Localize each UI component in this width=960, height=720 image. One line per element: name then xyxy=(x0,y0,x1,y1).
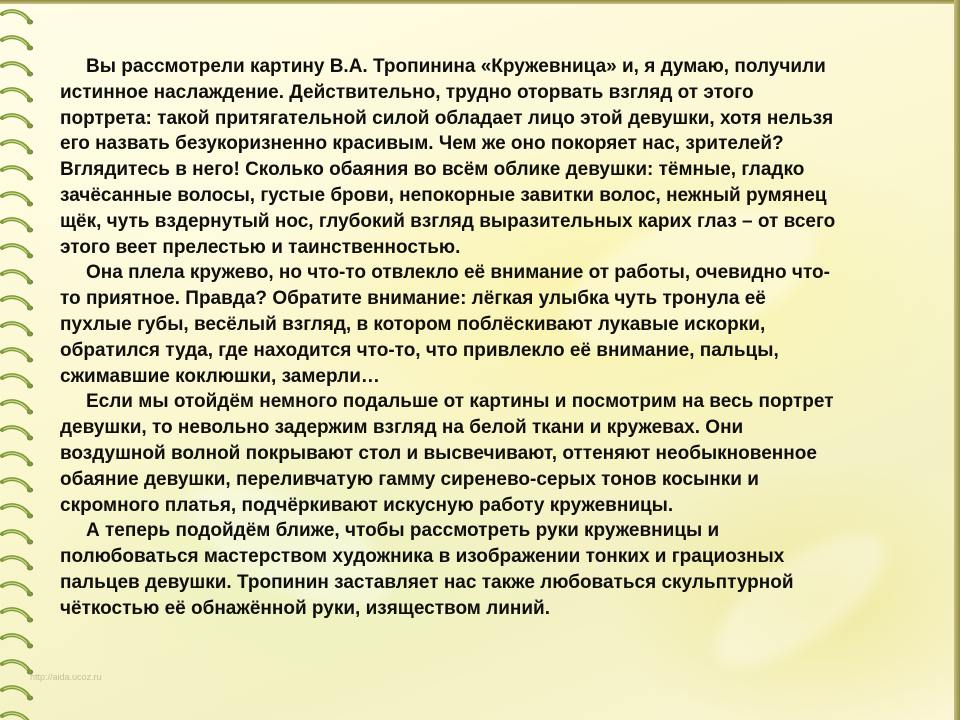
frame-right-edge xyxy=(954,0,960,720)
binding-ring xyxy=(2,609,30,620)
binding-ring xyxy=(2,453,30,464)
paragraph-3: Если мы отойдём немного подальше от картины и посмотрим на весь портрет девушки, то невольно задержим взгляд на белой ткани и кружевах. Они воздушной волной покрывают стол и высвечивают, оттеняют необыкновенное обаяние девушки, переливчатую гамму сиренево-серых тонов косынки и скромного платья, подчёркивают искусную работу кружевницы. xyxy=(60,391,834,516)
paragraph-2: Она плела кружево, но что-то отвлекло её внимание от работы, очевидно что- то приятное. Правда? Обратите внимание: лёгкая улыбка чуть тронула её пухлые губы, весёлый взгляд, в котором поблёскивают лукавые искорки, обратился туда, где находится что-то, что привлекло её внимание, пальцы, сжимавшие коклюшки, замерли… xyxy=(60,262,830,387)
slide-text xyxy=(60,54,872,622)
binding-ring xyxy=(2,219,30,230)
binding-ring xyxy=(2,557,30,568)
spiral-binding-icon xyxy=(0,0,44,720)
binding-ring xyxy=(2,661,30,672)
binding-ring xyxy=(2,323,30,334)
binding-ring xyxy=(2,401,30,412)
binding-ring xyxy=(2,479,30,490)
binding-ring xyxy=(2,245,30,256)
binding-ring xyxy=(2,11,30,22)
binding-ring xyxy=(2,37,30,48)
binding-ring xyxy=(2,167,30,178)
binding-ring xyxy=(2,531,30,542)
binding-ring xyxy=(2,375,30,386)
binding-ring xyxy=(2,115,30,126)
watermark: http://aida.ucoz.ru xyxy=(30,672,102,682)
paragraph-4: А теперь подойдём ближе, чтобы рассмотреть руки кружевницы и полюбоваться мастерством художника в изображении тонких и грациозных пальцев девушки. Тропинин заставляет нас также любоваться скульптурной чёткостью её обнажённой руки, изяществом линий. xyxy=(60,520,794,619)
binding-ring xyxy=(2,687,30,698)
binding-ring xyxy=(2,349,30,360)
binding-ring xyxy=(2,635,30,646)
binding-ring xyxy=(2,141,30,152)
binding-ring xyxy=(2,583,30,594)
frame-top-edge xyxy=(0,0,960,4)
binding-ring xyxy=(2,89,30,100)
binding-ring xyxy=(2,193,30,204)
binding-ring xyxy=(2,427,30,438)
paragraph-1: Вы рассмотрели картину В.А. Тропинина «Кружевница» и, я думаю, получили истинное наслаждение. Действительно, трудно оторвать взгляд от этого портрета: такой притягательной силой обладает лицо этой девушки, хотя нельзя его назвать безукоризненно красивым. Чем же оно покоряет нас, зрителей? Вглядитесь в него! Сколько обаяния во всём облике девушки: тёмные, гладко зачёсанные волосы, густые брови, непокорные завитки волос, нежный румянец щёк, чуть вздернутый нос, глубокий взгляд выразительных карих глаз – от всего этого веет прелестью и таинственностью. xyxy=(60,56,836,258)
binding-ring xyxy=(2,63,30,74)
binding-ring xyxy=(2,271,30,282)
binding-ring xyxy=(2,297,30,308)
binding-ring xyxy=(2,505,30,516)
